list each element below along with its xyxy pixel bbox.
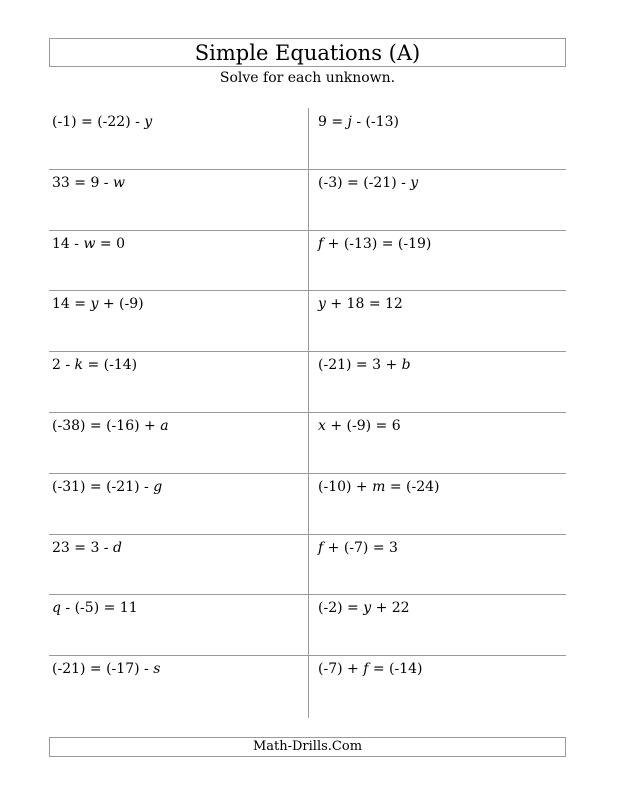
equation-text: + (-7) = 3 (323, 540, 398, 556)
equation-text: (-10) + (318, 479, 373, 495)
equation-left-8 (52, 538, 122, 558)
variable: f (318, 540, 324, 556)
variable: b (401, 357, 411, 373)
equation-left-6 (52, 416, 169, 436)
variable: s (153, 661, 161, 677)
equation-text: (-3) = (-21) - (318, 175, 411, 191)
equation-right-10 (318, 659, 423, 679)
footer-credit: Math-Drills.Com (49, 737, 566, 757)
equation-text: + 18 = 12 (325, 296, 403, 312)
variable: x (318, 418, 326, 434)
variable: j (347, 114, 352, 130)
variable: y (90, 296, 99, 312)
equation-left-3 (52, 234, 125, 254)
equation-right-8 (318, 538, 398, 558)
variable: g (153, 479, 163, 495)
row-separator (49, 655, 566, 656)
equation-text: = (-14) (368, 661, 423, 677)
equation-text: (-21) = 3 + (318, 357, 402, 373)
equation-right-6 (318, 416, 401, 436)
equation-text: (-31) = (-21) - (52, 479, 154, 495)
equation-left-2 (52, 173, 125, 193)
equation-right-3 (318, 234, 431, 254)
equation-text: = (-14) (83, 357, 138, 373)
worksheet-instructions: Solve for each unknown. (219, 70, 396, 86)
equation-right-4 (318, 294, 403, 314)
equation-right-2 (318, 173, 418, 193)
variable: k (74, 357, 84, 373)
equation-left-7 (52, 477, 162, 497)
row-separator (49, 412, 566, 413)
variable: w (83, 236, 96, 252)
row-separator (49, 230, 566, 231)
row-separator (49, 290, 566, 291)
equation-text: + 22 (371, 600, 410, 616)
variable: w (112, 175, 125, 191)
equation-text: (-2) = (318, 600, 364, 616)
equation-text: 14 - (52, 236, 84, 252)
variable: y (318, 296, 326, 312)
variable: m (372, 479, 386, 495)
equation-left-9 (52, 598, 138, 618)
equation-text: (-7) + (318, 661, 364, 677)
variable: y (363, 600, 372, 616)
variable: q (52, 600, 61, 616)
equation-right-5 (318, 355, 411, 375)
equation-text: 2 - (52, 357, 75, 373)
equation-text: = 0 (95, 236, 125, 252)
equation-text: = (-24) (385, 479, 440, 495)
equation-left-5 (52, 355, 137, 375)
variable: y (410, 175, 419, 191)
equation-left-4 (52, 294, 144, 314)
row-separator (49, 169, 566, 170)
equation-right-1 (318, 112, 399, 132)
equation-left-1 (52, 112, 152, 132)
equation-text: (-38) = (-16) + (52, 418, 161, 434)
equation-text: - (-5) = 11 (60, 600, 138, 616)
equation-text: 33 = 9 - (52, 175, 113, 191)
worksheet-title: Simple Equations (A) (49, 38, 566, 67)
equation-text: + (-9) (98, 296, 144, 312)
column-divider (308, 108, 309, 718)
row-separator (49, 534, 566, 535)
equation-text: (-1) = (-22) - (52, 114, 145, 130)
variable: f (318, 236, 324, 252)
variable: a (160, 418, 169, 434)
equation-text: - (-13) (351, 114, 399, 130)
row-separator (49, 351, 566, 352)
row-separator (49, 594, 566, 595)
variable: d (112, 540, 122, 556)
equation-text: 9 = (318, 114, 348, 130)
row-separator (49, 473, 566, 474)
equation-text: 14 = (52, 296, 91, 312)
equation-text: 23 = 3 - (52, 540, 113, 556)
variable: f (363, 661, 369, 677)
equation-left-10 (52, 659, 160, 679)
equation-right-9 (318, 598, 410, 618)
equation-text: + (-13) = (-19) (323, 236, 432, 252)
variable: y (144, 114, 153, 130)
equation-right-7 (318, 477, 440, 497)
equation-text: + (-9) = 6 (325, 418, 401, 434)
equation-text: (-21) = (-17) - (52, 661, 154, 677)
